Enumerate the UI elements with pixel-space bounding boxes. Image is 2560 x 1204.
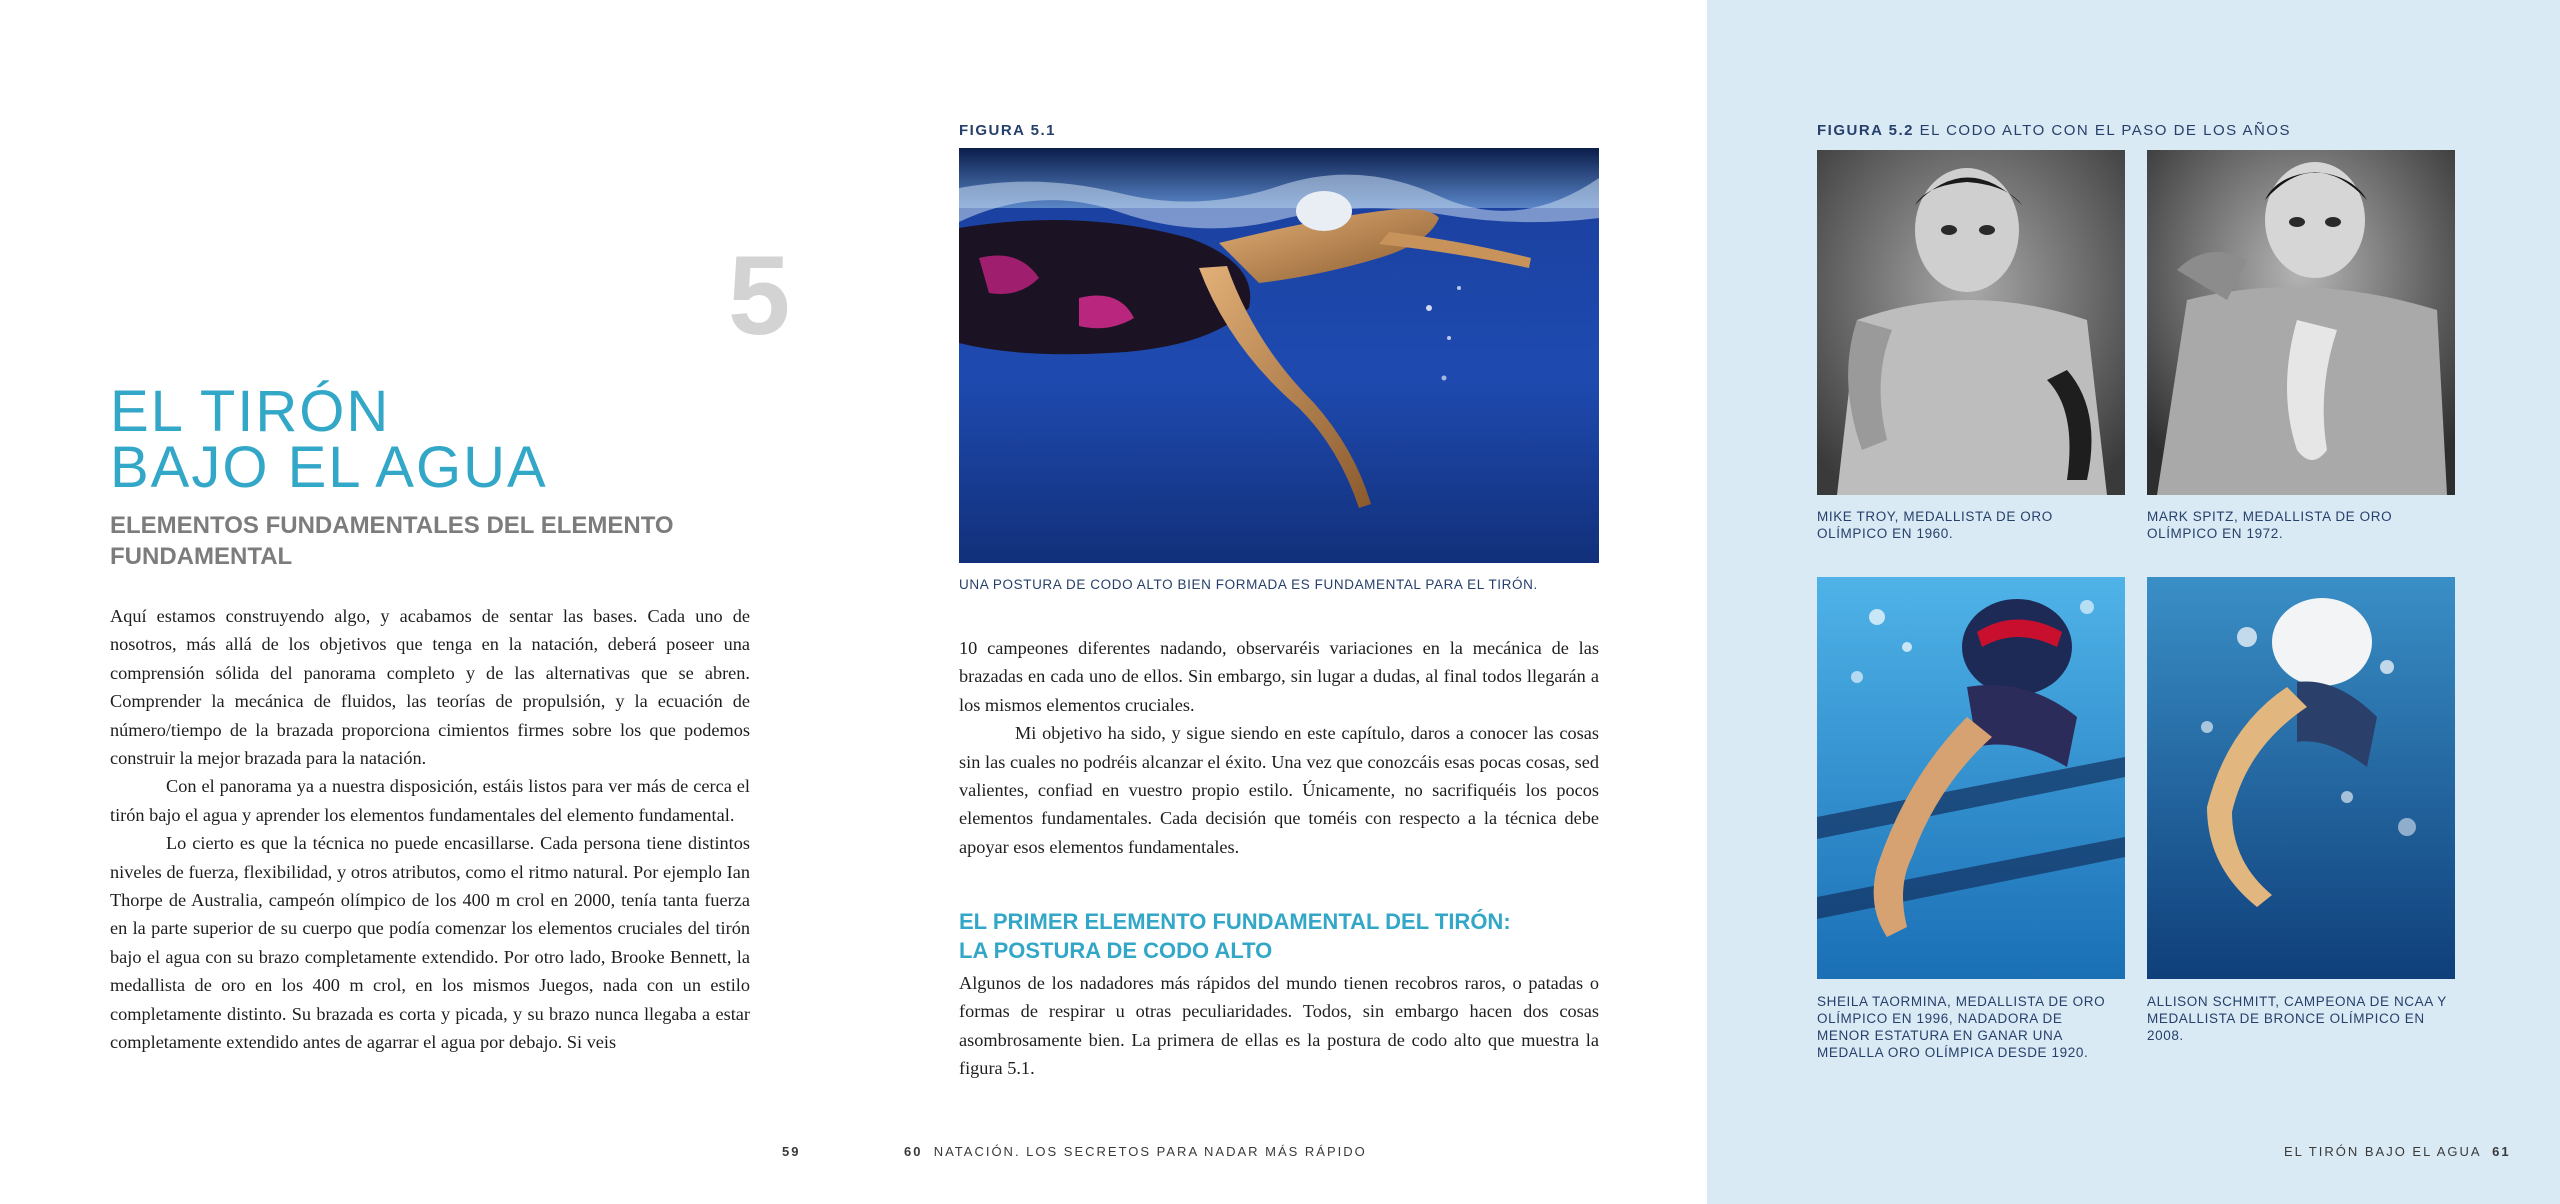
bw-swimmer-photo — [2147, 150, 2455, 495]
footer-page-61 — [2284, 1144, 2511, 1159]
paragraph: Con el panorama ya a nuestra disposición, estáis listos para ver más de cerca el tirón bajo el agua y aprender los elementos fundamentales del elemento fundamental. — [110, 776, 750, 825]
photo-mark-spitz — [2147, 150, 2455, 495]
footer-page-59 — [782, 1144, 800, 1159]
pool-swimmer-photo — [1817, 577, 2125, 979]
bw-swimmer-photo — [1817, 150, 2125, 495]
swimmer-underwater-photo — [959, 148, 1599, 563]
page-number: 59 — [782, 1144, 801, 1159]
paragraph: Algunos de los nadadores más rápidos del mundo tienen recobros raros, o patadas o formas de respirar u otras peculiaridades. Todos, sin embargo hacen dos cosas asombrosamente bien. La primera de ellas es la postura de codo alto que muestra la figura 5.1. — [959, 973, 1599, 1079]
page-60 — [852, 0, 1707, 1204]
body-text-page-60-top — [959, 634, 1599, 861]
figure-number: FIGURA 5.2 — [1817, 122, 1914, 139]
chapter-title-line-1: EL TIRÓN — [110, 379, 391, 444]
figure-number: FIGURA 5.1 — [959, 122, 1056, 139]
section-heading-line-1: EL PRIMER ELEMENTO FUNDAMENTAL DEL TIRÓN: — [959, 909, 1511, 934]
figure-5-1-photo — [959, 148, 1599, 563]
pool-swimmer-photo — [2147, 577, 2455, 979]
section-heading-line-2: LA POSTURA DE CODO ALTO — [959, 938, 1273, 963]
photo-mike-troy — [1817, 150, 2125, 495]
figure-title: EL CODO ALTO CON EL PASO DE LOS AÑOS — [1919, 122, 2291, 139]
photo-sheila-taormina — [1817, 577, 2125, 979]
footer-page-60 — [904, 1144, 1367, 1159]
caption-sheila-taormina: SHEILA TAORMINA, MEDALLISTA DE ORO OLÍMPICO EN 1996, NADADORA DE MENOR ESTATURA EN GANAR UNA MEDALLA ORO OLÍMPICA DESDE 1920. — [1817, 994, 2106, 1060]
chapter-title-line-2: BAJO EL AGUA — [110, 435, 548, 500]
photo-allison-schmitt — [2147, 577, 2455, 979]
body-text-page-60-bottom — [959, 969, 1599, 1083]
chapter-number: 5 — [728, 233, 791, 358]
caption-mark-spitz: MARK SPITZ, MEDALLISTA DE ORO OLÍMPICO EN 1972. — [2147, 509, 2393, 541]
paragraph: Mi objetivo ha sido, y sigue siendo en este capítulo, daros a conocer las cosas sin las cuales no podréis alcanzar el éxito. Una vez que conozcáis esas pocas cosas, sed valientes, confiad en vuestro propio estilo. Únicamente, no sacrifiquéis los pocos elementos fundamentales. Cada decisión que toméis con respecto a la técnica debe apoyar esos elementos fundamentales. — [959, 723, 1599, 857]
page-59 — [0, 0, 852, 1204]
page-number: 61 — [2492, 1144, 2511, 1159]
body-text-page-59 — [110, 602, 750, 1057]
section-heading — [959, 907, 1599, 965]
figure-5-1-caption: UNA POSTURA DE CODO ALTO BIEN FORMADA ES FUNDAMENTAL PARA EL TIRÓN. — [959, 577, 1538, 592]
chapter-title — [110, 379, 548, 500]
page-number: 60 — [904, 1144, 923, 1159]
paragraph: Aquí estamos construyendo algo, y acabamos de sentar las bases. Cada uno de nosotros, más allá de los objetivos que tenga en la natación, deberá poseer una comprensión sólida del panorama completo y de las alternativas que se abren. Comprender la mecánica de fluidos, las teorías de propulsión, y la ecuación de número/tiempo de la brazada proporciona cimientos firmes sobre los que podemos construir la mejor brazada para la natación. — [110, 606, 750, 769]
running-head: NATACIÓN. LOS SECRETOS PARA NADAR MÁS RÁPIDO — [933, 1144, 1367, 1159]
figure-5-2-label — [1817, 122, 2291, 139]
chapter-subtitle: ELEMENTOS FUNDAMENTALES DEL ELEMENTO FUNDAMENTAL — [110, 512, 674, 570]
paragraph: Lo cierto es que la técnica no puede encasillarse. Cada persona tiene distintos niveles de fuerza, flexibilidad, y otros atributos, como el ritmo natural. Por ejemplo Ian Thorpe de Australia, campeón olímpico de los 400 m crol en 2000, tenía tanta fuerza en la parte superior de su cuerpo que podía comenzar los elementos cruciales del tirón bajo el agua con su brazo completamente extendido. Por otro lado, Brooke Bennett, la medallista de oro en los 400 m crol, en los mismos Juegos, nada con un estilo completamente distinto. Su brazada es corta y picada, y su brazo nunca llegaba a estar completamente extendido antes de agarrar el agua por debajo. Si veis — [110, 833, 750, 1053]
running-head: EL TIRÓN BAJO EL AGUA — [2284, 1144, 2481, 1159]
caption-allison-schmitt: ALLISON SCHMITT, CAMPEONA DE NCAA Y MEDALLISTA DE BRONCE OLÍMPICO EN 2008. — [2147, 994, 2447, 1043]
paragraph: 10 campeones diferentes nadando, observaréis variaciones en la mecánica de las brazadas en cada uno de ellos. Sin embargo, sin lugar a dudas, al final todos llegarán a los mismos elementos cruciales. — [959, 638, 1599, 715]
page-61 — [1707, 0, 2560, 1204]
figure-5-1-label — [959, 122, 1056, 139]
caption-mike-troy: MIKE TROY, MEDALLISTA DE ORO OLÍMPICO EN 1960. — [1817, 509, 2053, 541]
